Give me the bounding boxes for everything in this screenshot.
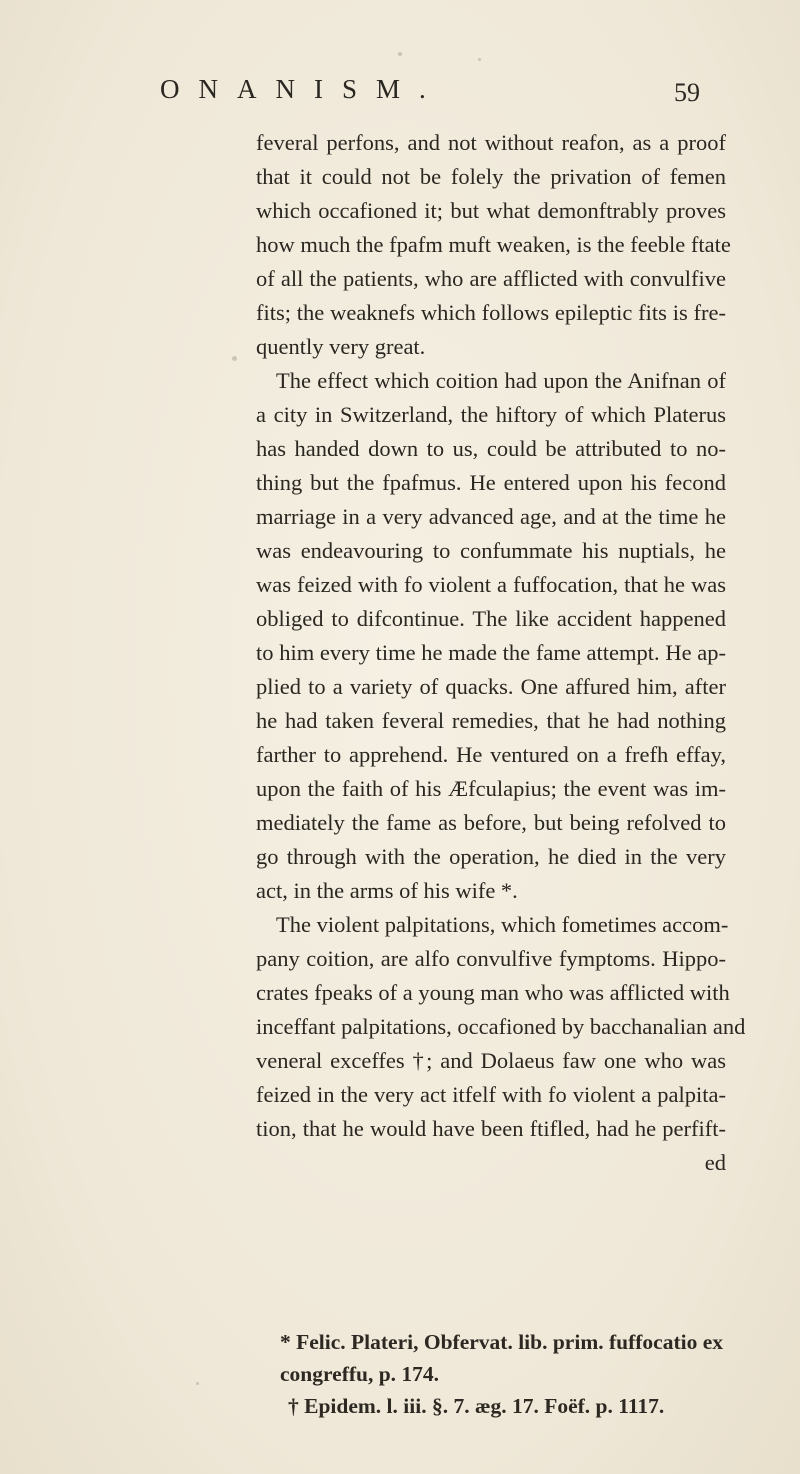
page-number: 59 <box>674 78 700 107</box>
text-line: which occafioned it; but what demonftrably proves <box>256 198 726 223</box>
text-line: mediately the fame as before, but being refolved to <box>256 810 726 835</box>
running-title: ONANISM. <box>160 74 445 104</box>
text-line: quently very great. <box>256 334 426 359</box>
text-line: The effect which coition had upon the Anifnan of <box>276 368 726 393</box>
text-line: pany coition, are alfo convulfive fymptoms. Hippo- <box>256 946 726 971</box>
text-line: feized in the very act itfelf with fo violent a palpita- <box>256 1082 726 1107</box>
text-line: of all the patients, who are afflicted with convulfive <box>256 266 726 291</box>
paper-speck <box>232 356 237 361</box>
paper-speck <box>478 58 481 61</box>
catchword: ed <box>704 1150 726 1175</box>
text-line: how much the fpafm muft weaken, is the feeble ftate <box>256 232 731 257</box>
text-line: feveral perfons, and not without reafon, as a proof <box>256 130 726 155</box>
footnote-line: * Felic. Plateri, Obfervat. lib. prim. fuffocatio ex <box>280 1330 724 1354</box>
text-line: inceffant palpitations, occafioned by bacchanalian and <box>256 1014 746 1039</box>
text-line: tion, that he would have been ftifled, had he perfift- <box>256 1116 726 1141</box>
text-line: plied to a variety of quacks. One affured him, after <box>256 674 726 699</box>
text-line: veneral exceffes †; and Dolaeus faw one who was <box>256 1048 726 1073</box>
footnote-line: † Epidem. l. iii. §. 7. æg. 17. Foëf. p. 1117. <box>288 1394 665 1418</box>
text-line: has handed down to us, could be attributed to no- <box>256 436 726 461</box>
text-line: was endeavouring to confummate his nuptials, he <box>256 538 726 563</box>
text-line: was feized with fo violent a fuffocation, that he was <box>256 572 726 597</box>
text-line: go through with the operation, he died in the very <box>256 844 726 869</box>
paper-speck <box>398 52 402 56</box>
text-line: obliged to difcontinue. The like accident happened <box>256 606 726 631</box>
text-line: thing but the fpafmus. He entered upon his fecond <box>256 470 726 495</box>
text-line: The violent palpitations, which fometimes accom- <box>276 912 729 937</box>
text-line: farther to apprehend. He ventured on a frefh effay, <box>256 742 726 767</box>
paper-speck <box>196 1382 199 1385</box>
text-line: crates fpeaks of a young man who was afflicted with <box>256 980 730 1005</box>
text-line: that it could not be folely the privation of femen <box>256 164 726 189</box>
running-head <box>148 74 708 114</box>
text-line: act, in the arms of his wife *. <box>256 878 518 903</box>
text-line: a city in Switzerland, the hiftory of which Platerus <box>256 402 726 427</box>
footnote-line: congreffu, p. 174. <box>280 1362 440 1386</box>
text-line: upon the faith of his Æfculapius; the event was im- <box>256 776 726 801</box>
text-line: marriage in a very advanced age, and at the time he <box>256 504 726 529</box>
text-line: fits; the weaknefs which follows epileptic fits is fre- <box>256 300 726 325</box>
text-line: he had taken feveral remedies, that he had nothing <box>256 708 726 733</box>
text-line: to him every time he made the fame attempt. He ap- <box>256 640 726 665</box>
